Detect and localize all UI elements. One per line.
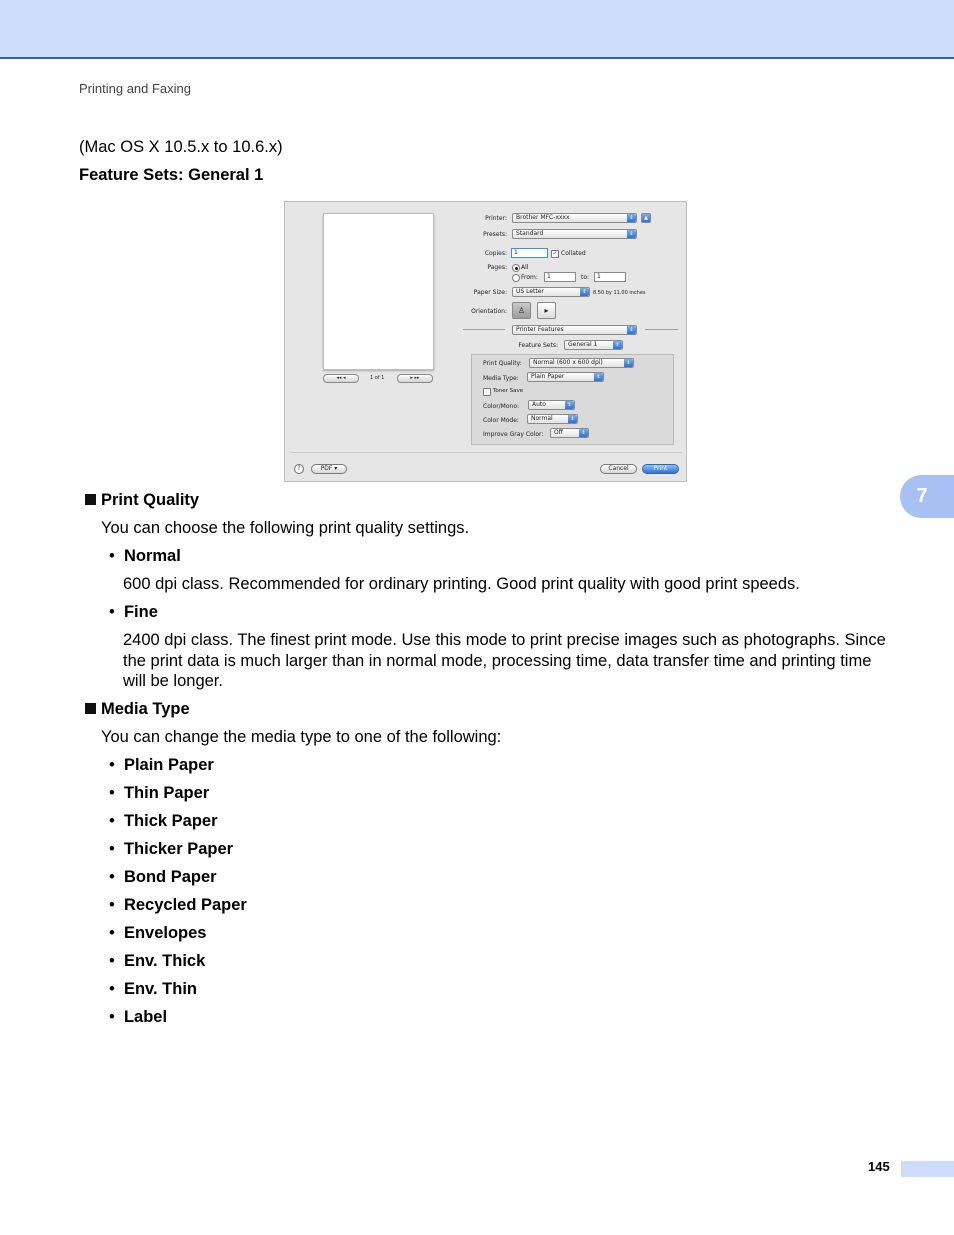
pages-to-input[interactable]: 1 — [594, 272, 626, 282]
paper-size-select[interactable]: US Letter ⇕ — [512, 287, 590, 297]
square-bullet-icon — [85, 703, 96, 714]
toner-save-label: Toner Save — [493, 388, 524, 394]
improve-gray-select[interactable]: Off ⇕ — [550, 428, 589, 438]
copies-input[interactable]: 1 — [511, 248, 548, 258]
running-header: Printing and Faxing — [79, 81, 192, 96]
pages-range-radio[interactable] — [512, 274, 520, 282]
list-item: • Plain Paper — [109, 756, 214, 774]
top-header-band — [0, 0, 954, 59]
page-preview — [323, 213, 434, 370]
landscape-orientation-icon[interactable]: ▸ — [537, 302, 556, 319]
pages-from-input[interactable]: 1 — [544, 272, 576, 282]
section-divider-right — [645, 329, 678, 330]
cancel-button[interactable]: Cancel — [600, 464, 637, 474]
fine-title: Fine — [123, 603, 158, 621]
preview-nav-next-last[interactable]: ▸ ▸▸ — [397, 374, 433, 383]
media-type-heading: Media Type — [85, 699, 190, 720]
color-mode-select[interactable]: Normal ⇕ — [527, 414, 578, 424]
popup-arrows-icon: ⇕ — [627, 326, 636, 334]
pages-all-label: All — [521, 264, 529, 271]
print-button[interactable]: Print — [642, 464, 679, 474]
paper-size-description: 8.50 by 11.00 inches — [593, 290, 646, 296]
popup-arrows-icon: ⇕ — [613, 341, 622, 349]
paper-size-label: Paper Size: — [473, 289, 507, 296]
help-icon[interactable]: ? — [294, 464, 304, 474]
copies-label: Copies: — [484, 250, 507, 257]
popup-arrows-icon: ⇕ — [627, 230, 636, 238]
expand-dialog-button[interactable]: ▲ — [641, 213, 651, 223]
popup-arrows-icon: ⇕ — [568, 415, 577, 423]
list-item: • Recycled Paper — [109, 896, 247, 914]
list-item: • Thin Paper — [109, 784, 210, 802]
pdf-button[interactable]: PDF ▾ — [311, 464, 347, 474]
improve-gray-label: Improve Gray Color: — [483, 431, 544, 438]
chapter-tab: 7 — [900, 475, 954, 518]
printer-label: Printer: — [485, 215, 507, 222]
list-item: • Bond Paper — [109, 868, 217, 886]
normal-description: 600 dpi class. Recommended for ordinary printing. Good print quality with good print speeds. — [123, 575, 800, 593]
normal-item: • Normal — [109, 547, 181, 565]
presets-select[interactable]: Standard ⇕ — [512, 229, 637, 239]
media-type-intro: You can change the media type to one of the following: — [101, 728, 502, 746]
page-number: 145 — [868, 1159, 890, 1174]
square-bullet-icon — [85, 494, 96, 505]
fine-item: • Fine — [109, 603, 158, 621]
popup-arrows-icon: ⇕ — [594, 373, 603, 381]
printer-select[interactable]: Brother MFC-xxxx ⇕ — [512, 213, 637, 223]
normal-title: Normal — [123, 547, 181, 565]
popup-arrows-icon: ⇕ — [624, 359, 633, 367]
popup-arrows-icon: ⇕ — [565, 401, 574, 409]
collated-checkbox[interactable]: ✓ — [552, 250, 558, 257]
pages-from-label: From: — [521, 274, 538, 281]
preview-nav-first-prev[interactable]: ◂◂ ◂ — [323, 374, 359, 383]
section-select[interactable]: Printer Features ⇕ — [512, 325, 637, 335]
list-item: • Env. Thin — [109, 980, 197, 998]
list-item: • Thicker Paper — [109, 840, 234, 858]
print-quality-intro: You can choose the following print quality settings. — [101, 519, 470, 537]
popup-arrows-icon: ⇕ — [627, 214, 636, 222]
feature-sets-select[interactable]: General 1 ⇕ — [564, 340, 623, 350]
media-type-select[interactable]: Plain Paper ⇕ — [527, 372, 604, 382]
portrait-orientation-icon[interactable]: ♙ — [512, 302, 531, 319]
fine-description: 2400 dpi class. The finest print mode. Use this mode to print precise images such as photographs. Since the print data is much larger than in normal mode, processing time, data transfer time and printing time will be longer. — [123, 631, 886, 690]
list-item: • Env. Thick — [109, 952, 206, 970]
pages-to-label: to: — [581, 274, 590, 281]
footer-divider — [291, 452, 682, 453]
popup-arrows-icon: ⇕ — [579, 429, 588, 437]
print-quality-select[interactable]: Normal (600 x 600 dpi) ⇕ — [529, 358, 634, 368]
list-item: • Envelopes — [109, 924, 207, 942]
pages-label: Pages: — [487, 264, 507, 271]
collated-label: Collated — [561, 250, 586, 257]
os-version-text: (Mac OS X 10.5.x to 10.6.x) — [79, 138, 283, 156]
color-mono-select[interactable]: Auto ⇕ — [528, 400, 575, 410]
print-quality-label: Print Quality: — [483, 360, 522, 367]
toner-save-checkbox[interactable] — [483, 388, 491, 396]
section-divider-left — [463, 329, 505, 330]
print-dialog-screenshot — [284, 201, 687, 482]
list-item: • Thick Paper — [109, 812, 218, 830]
pages-all-radio[interactable] — [512, 264, 520, 272]
page-counter: 1 of 1 — [370, 375, 385, 381]
list-item: • Label — [109, 1008, 168, 1026]
color-mono-label: Color/Mono: — [483, 403, 520, 410]
page-number-bar — [901, 1161, 954, 1177]
print-quality-heading: Print Quality — [85, 490, 199, 511]
feature-sets-label: Feature Sets: — [518, 342, 558, 349]
media-type-label: Media Type: — [483, 375, 519, 382]
feature-sets-heading: Feature Sets: General 1 — [79, 166, 264, 184]
orientation-label: Orientation: — [471, 308, 507, 315]
presets-label: Presets: — [483, 231, 507, 238]
color-mode-label: Color Mode: — [483, 417, 519, 424]
popup-arrows-icon: ⇕ — [580, 288, 589, 296]
